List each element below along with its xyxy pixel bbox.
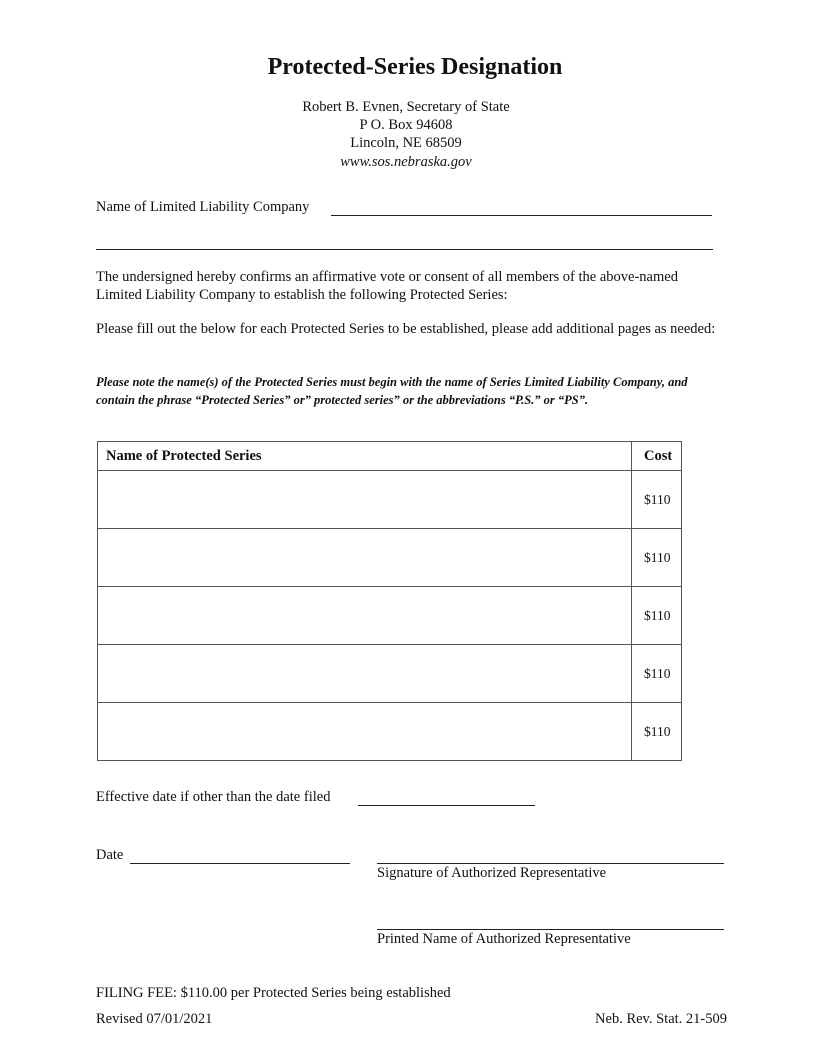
protected-series-table [97, 441, 682, 761]
secretary-line: Robert B. Evnen, Secretary of State [302, 99, 510, 115]
series-name-cell[interactable] [98, 645, 632, 703]
revised-date: Revised 07/01/2021 [96, 1011, 213, 1027]
cost-cell: $110 [632, 645, 682, 703]
statute-reference: Neb. Rev. Stat. 21-509 [595, 1011, 727, 1027]
po-box-line: P O. Box 94608 [359, 117, 453, 133]
table-row [98, 703, 682, 761]
llc-name-field[interactable] [331, 215, 712, 216]
series-name-cell[interactable] [98, 587, 632, 645]
column-header-cost: Cost [632, 442, 682, 471]
date-label: Date [96, 847, 124, 863]
signature-label: Signature of Authorized Representative [377, 865, 607, 881]
instructions-text: Please fill out the below for each Protected Series to be established, please add additional pages as needed: [96, 321, 716, 337]
llc-name-field-line-2[interactable] [96, 249, 713, 250]
date-field[interactable] [130, 863, 350, 864]
table-row [98, 471, 682, 529]
table-row [98, 587, 682, 645]
table-header-row [98, 442, 682, 471]
printed-name-field[interactable] [377, 929, 724, 930]
series-name-cell[interactable] [98, 471, 632, 529]
page-title: Protected-Series Designation [267, 54, 563, 80]
table-row [98, 529, 682, 587]
signature-field[interactable] [377, 863, 724, 864]
table-row [98, 645, 682, 703]
filing-fee-text: FILING FEE: $110.00 per Protected Series being established [96, 985, 451, 1001]
cost-cell: $110 [632, 471, 682, 529]
cost-cell: $110 [632, 529, 682, 587]
series-name-cell[interactable] [98, 529, 632, 587]
confirmation-text: The undersigned hereby confirms an affirmative vote or consent of all members of the above-named Limited Liability Company to establish the following Protected Series: [96, 269, 678, 303]
website-link[interactable]: www.sos.nebraska.gov [340, 154, 472, 170]
series-name-cell[interactable] [98, 703, 632, 761]
printed-name-label: Printed Name of Authorized Representative [377, 931, 631, 947]
naming-note: Please note the name(s) of the Protected Series must begin with the name of Series Limited Liability Company, and contain the phrase “Protected Series” or” protected series” or the abbreviations “P.S.” or “PS”. [96, 375, 688, 407]
cost-cell: $110 [632, 587, 682, 645]
cost-cell: $110 [632, 703, 682, 761]
effective-date-label: Effective date if other than the date filed [96, 789, 331, 805]
effective-date-field[interactable] [358, 805, 535, 806]
llc-name-label: Name of Limited Liability Company [96, 199, 310, 215]
city-line: Lincoln, NE 68509 [350, 135, 462, 151]
column-header-name: Name of Protected Series [98, 442, 632, 471]
